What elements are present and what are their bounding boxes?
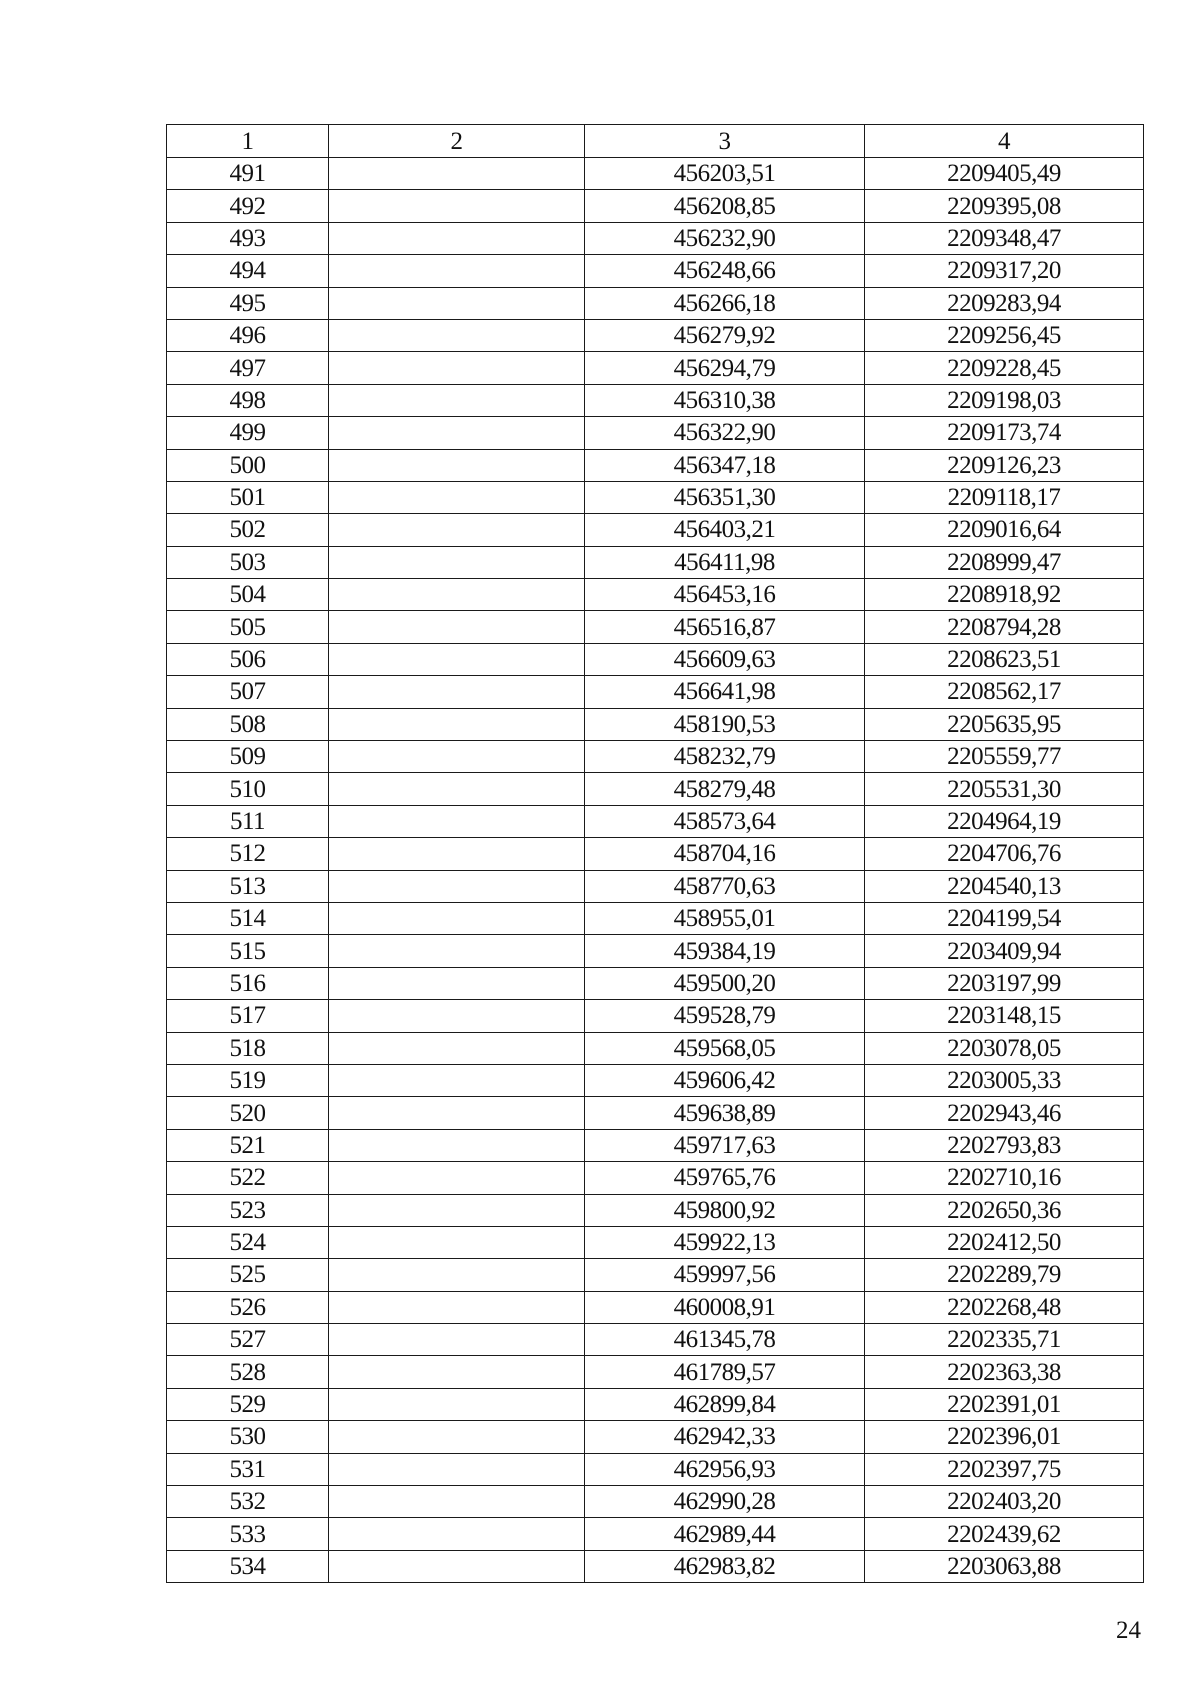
y-coordinate-cell: 2202943,46 [865,1097,1144,1129]
y-coordinate-cell: 2209348,47 [865,222,1144,254]
y-coordinate-cell: 2203197,99 [865,967,1144,999]
description-cell [329,611,585,643]
y-coordinate-cell: 2204964,19 [865,805,1144,837]
x-coordinate-cell: 459500,20 [585,967,865,999]
y-coordinate-cell: 2204199,54 [865,902,1144,934]
x-coordinate-cell: 459638,89 [585,1097,865,1129]
header-cell-2: 2 [329,125,585,158]
table-row [167,514,1144,546]
y-coordinate-cell: 2202391,01 [865,1388,1144,1420]
coordinates-table [166,124,1144,1583]
description-cell [329,546,585,578]
y-coordinate-cell: 2202396,01 [865,1421,1144,1453]
table-row [167,1129,1144,1161]
table-body [167,158,1144,1583]
x-coordinate-cell: 462899,84 [585,1388,865,1420]
point-number-cell: 526 [167,1291,329,1323]
y-coordinate-cell: 2202335,71 [865,1324,1144,1356]
table-row [167,643,1144,675]
x-coordinate-cell: 462956,93 [585,1453,865,1485]
x-coordinate-cell: 459800,92 [585,1194,865,1226]
point-number-cell: 522 [167,1162,329,1194]
description-cell [329,255,585,287]
header-cell-1: 1 [167,125,329,158]
x-coordinate-cell: 459717,63 [585,1129,865,1161]
y-coordinate-cell: 2204706,76 [865,838,1144,870]
y-coordinate-cell: 2205559,77 [865,741,1144,773]
point-number-cell: 506 [167,643,329,675]
point-number-cell: 495 [167,287,329,319]
description-cell [329,1324,585,1356]
page-number: 24 [1116,1617,1141,1644]
x-coordinate-cell: 459997,56 [585,1259,865,1291]
x-coordinate-cell: 456294,79 [585,352,865,384]
point-number-cell: 508 [167,708,329,740]
table-row [167,1453,1144,1485]
description-cell [329,579,585,611]
description-cell [329,1453,585,1485]
description-cell [329,838,585,870]
table-row [167,1097,1144,1129]
x-coordinate-cell: 458190,53 [585,708,865,740]
description-cell [329,708,585,740]
point-number-cell: 534 [167,1550,329,1582]
header-row [167,125,1144,158]
description-cell [329,1518,585,1550]
table-row [167,1388,1144,1420]
point-number-cell: 530 [167,1421,329,1453]
table-row [167,967,1144,999]
y-coordinate-cell: 2208562,17 [865,676,1144,708]
table-row [167,255,1144,287]
y-coordinate-cell: 2209317,20 [865,255,1144,287]
description-cell [329,222,585,254]
x-coordinate-cell: 458704,16 [585,838,865,870]
y-coordinate-cell: 2209256,45 [865,319,1144,351]
point-number-cell: 504 [167,579,329,611]
table-row [167,222,1144,254]
description-cell [329,805,585,837]
y-coordinate-cell: 2205531,30 [865,773,1144,805]
x-coordinate-cell: 456310,38 [585,384,865,416]
y-coordinate-cell: 2205635,95 [865,708,1144,740]
table-row [167,676,1144,708]
y-coordinate-cell: 2202439,62 [865,1518,1144,1550]
description-cell [329,1162,585,1194]
table-row [167,1226,1144,1258]
table-row [167,449,1144,481]
point-number-cell: 498 [167,384,329,416]
y-coordinate-cell: 2202289,79 [865,1259,1144,1291]
description-cell [329,1259,585,1291]
x-coordinate-cell: 456266,18 [585,287,865,319]
point-number-cell: 501 [167,481,329,513]
y-coordinate-cell: 2208999,47 [865,546,1144,578]
y-coordinate-cell: 2202710,16 [865,1162,1144,1194]
table-row [167,611,1144,643]
x-coordinate-cell: 462983,82 [585,1550,865,1582]
point-number-cell: 521 [167,1129,329,1161]
x-coordinate-cell: 456208,85 [585,190,865,222]
point-number-cell: 511 [167,805,329,837]
x-coordinate-cell: 458573,64 [585,805,865,837]
y-coordinate-cell: 2203005,33 [865,1064,1144,1096]
table-header [167,125,1144,158]
description-cell [329,741,585,773]
y-coordinate-cell: 2209395,08 [865,190,1144,222]
x-coordinate-cell: 459922,13 [585,1226,865,1258]
x-coordinate-cell: 458232,79 [585,741,865,773]
point-number-cell: 510 [167,773,329,805]
point-number-cell: 492 [167,190,329,222]
x-coordinate-cell: 462942,33 [585,1421,865,1453]
x-coordinate-cell: 456347,18 [585,449,865,481]
x-coordinate-cell: 456411,98 [585,546,865,578]
description-cell [329,676,585,708]
table-row [167,1421,1144,1453]
table-row [167,417,1144,449]
point-number-cell: 519 [167,1064,329,1096]
description-cell [329,384,585,416]
description-cell [329,1486,585,1518]
table-row [167,1000,1144,1032]
y-coordinate-cell: 2203148,15 [865,1000,1144,1032]
description-cell [329,967,585,999]
table-row [167,1064,1144,1096]
x-coordinate-cell: 456516,87 [585,611,865,643]
x-coordinate-cell: 461789,57 [585,1356,865,1388]
x-coordinate-cell: 456203,51 [585,158,865,190]
x-coordinate-cell: 456403,21 [585,514,865,546]
description-cell [329,352,585,384]
point-number-cell: 502 [167,514,329,546]
y-coordinate-cell: 2209118,17 [865,481,1144,513]
x-coordinate-cell: 456641,98 [585,676,865,708]
description-cell [329,1421,585,1453]
table-row [167,1324,1144,1356]
x-coordinate-cell: 459606,42 [585,1064,865,1096]
point-number-cell: 513 [167,870,329,902]
point-number-cell: 525 [167,1259,329,1291]
point-number-cell: 516 [167,967,329,999]
point-number-cell: 494 [167,255,329,287]
y-coordinate-cell: 2202363,38 [865,1356,1144,1388]
x-coordinate-cell: 462990,28 [585,1486,865,1518]
description-cell [329,417,585,449]
point-number-cell: 524 [167,1226,329,1258]
y-coordinate-cell: 2202268,48 [865,1291,1144,1323]
table-row [167,546,1144,578]
point-number-cell: 500 [167,449,329,481]
x-coordinate-cell: 459528,79 [585,1000,865,1032]
point-number-cell: 509 [167,741,329,773]
description-cell [329,643,585,675]
table-row [167,319,1144,351]
description-cell [329,935,585,967]
description-cell [329,1226,585,1258]
point-number-cell: 515 [167,935,329,967]
description-cell [329,481,585,513]
point-number-cell: 533 [167,1518,329,1550]
x-coordinate-cell: 456232,90 [585,222,865,254]
y-coordinate-cell: 2202793,83 [865,1129,1144,1161]
point-number-cell: 491 [167,158,329,190]
x-coordinate-cell: 458279,48 [585,773,865,805]
y-coordinate-cell: 2209198,03 [865,384,1144,416]
point-number-cell: 497 [167,352,329,384]
point-number-cell: 523 [167,1194,329,1226]
y-coordinate-cell: 2209405,49 [865,158,1144,190]
table-row [167,838,1144,870]
y-coordinate-cell: 2209126,23 [865,449,1144,481]
x-coordinate-cell: 459384,19 [585,935,865,967]
point-number-cell: 528 [167,1356,329,1388]
x-coordinate-cell: 456279,92 [585,319,865,351]
table-row [167,870,1144,902]
point-number-cell: 512 [167,838,329,870]
description-cell [329,1032,585,1064]
x-coordinate-cell: 456609,63 [585,643,865,675]
y-coordinate-cell: 2202412,50 [865,1226,1144,1258]
description-cell [329,1064,585,1096]
description-cell [329,319,585,351]
description-cell [329,1000,585,1032]
y-coordinate-cell: 2203063,88 [865,1550,1144,1582]
description-cell [329,1356,585,1388]
table-row [167,1259,1144,1291]
table-row [167,384,1144,416]
description-cell [329,287,585,319]
table-row [167,481,1144,513]
table-row [167,708,1144,740]
point-number-cell: 532 [167,1486,329,1518]
y-coordinate-cell: 2209173,74 [865,417,1144,449]
x-coordinate-cell: 456322,90 [585,417,865,449]
table-row [167,1356,1144,1388]
description-cell [329,902,585,934]
point-number-cell: 529 [167,1388,329,1420]
y-coordinate-cell: 2204540,13 [865,870,1144,902]
y-coordinate-cell: 2202650,36 [865,1194,1144,1226]
y-coordinate-cell: 2209228,45 [865,352,1144,384]
table-row [167,287,1144,319]
x-coordinate-cell: 462989,44 [585,1518,865,1550]
description-cell [329,1194,585,1226]
table-row [167,158,1144,190]
x-coordinate-cell: 460008,91 [585,1291,865,1323]
point-number-cell: 499 [167,417,329,449]
description-cell [329,1129,585,1161]
table-row [167,1291,1144,1323]
description-cell [329,514,585,546]
x-coordinate-cell: 459765,76 [585,1162,865,1194]
y-coordinate-cell: 2203409,94 [865,935,1144,967]
table-row [167,1162,1144,1194]
point-number-cell: 520 [167,1097,329,1129]
header-cell-3: 3 [585,125,865,158]
description-cell [329,449,585,481]
point-number-cell: 493 [167,222,329,254]
point-number-cell: 496 [167,319,329,351]
table-row [167,352,1144,384]
y-coordinate-cell: 2202397,75 [865,1453,1144,1485]
x-coordinate-cell: 461345,78 [585,1324,865,1356]
point-number-cell: 514 [167,902,329,934]
x-coordinate-cell: 458955,01 [585,902,865,934]
x-coordinate-cell: 458770,63 [585,870,865,902]
table-row [167,579,1144,611]
description-cell [329,1550,585,1582]
header-cell-4: 4 [865,125,1144,158]
x-coordinate-cell: 456453,16 [585,579,865,611]
description-cell [329,1291,585,1323]
y-coordinate-cell: 2202403,20 [865,1486,1144,1518]
y-coordinate-cell: 2208794,28 [865,611,1144,643]
point-number-cell: 518 [167,1032,329,1064]
description-cell [329,870,585,902]
x-coordinate-cell: 459568,05 [585,1032,865,1064]
y-coordinate-cell: 2209283,94 [865,287,1144,319]
table-row [167,190,1144,222]
description-cell [329,1388,585,1420]
y-coordinate-cell: 2208918,92 [865,579,1144,611]
table-row [167,1194,1144,1226]
table-row [167,773,1144,805]
description-cell [329,190,585,222]
description-cell [329,773,585,805]
point-number-cell: 531 [167,1453,329,1485]
point-number-cell: 507 [167,676,329,708]
table-row [167,1486,1144,1518]
table-row [167,1550,1144,1582]
point-number-cell: 527 [167,1324,329,1356]
table-row [167,902,1144,934]
x-coordinate-cell: 456351,30 [585,481,865,513]
table-row [167,805,1144,837]
point-number-cell: 503 [167,546,329,578]
y-coordinate-cell: 2203078,05 [865,1032,1144,1064]
description-cell [329,158,585,190]
y-coordinate-cell: 2208623,51 [865,643,1144,675]
table-row [167,935,1144,967]
y-coordinate-cell: 2209016,64 [865,514,1144,546]
table-row [167,741,1144,773]
table-row [167,1518,1144,1550]
x-coordinate-cell: 456248,66 [585,255,865,287]
description-cell [329,1097,585,1129]
table-row [167,1032,1144,1064]
point-number-cell: 505 [167,611,329,643]
point-number-cell: 517 [167,1000,329,1032]
